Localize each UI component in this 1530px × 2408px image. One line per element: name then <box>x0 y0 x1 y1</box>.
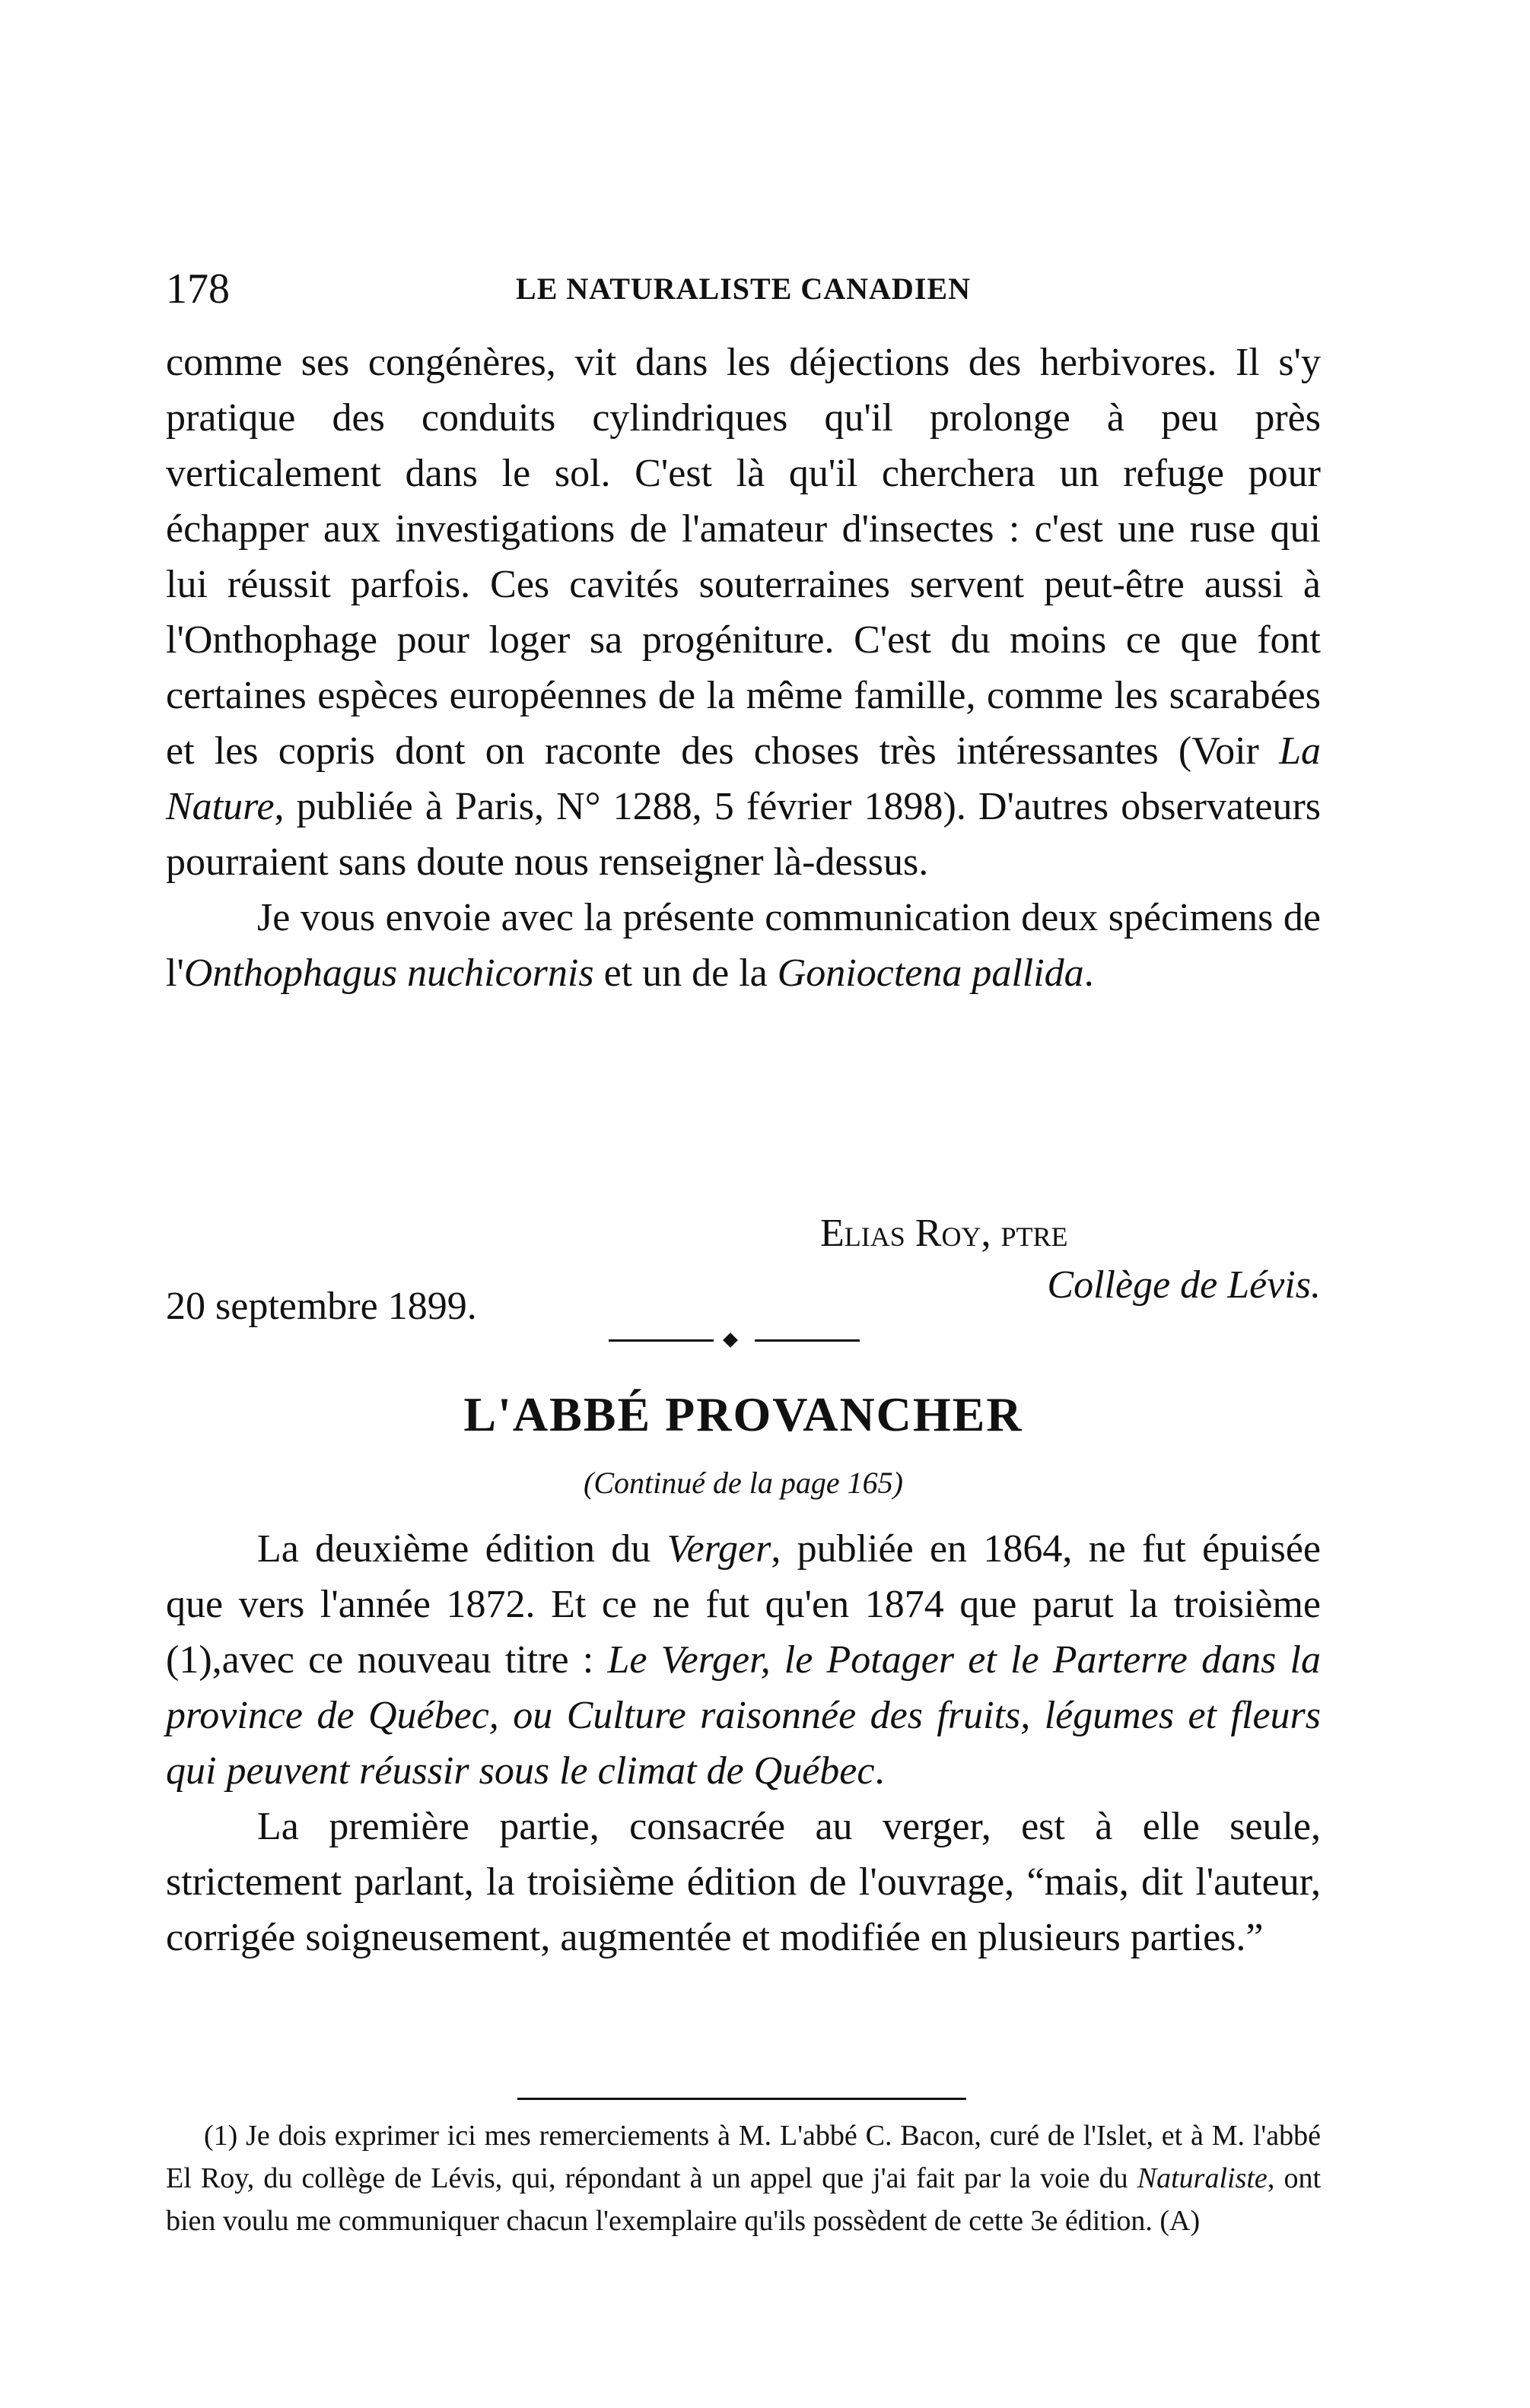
species-name: Onthophagus nuchicornis <box>183 951 594 995</box>
letter-date: 20 septembre 1899. <box>166 1285 477 1328</box>
journal-name: Naturaliste <box>1137 2162 1268 2194</box>
letter-body <box>166 335 1321 1001</box>
footnote: (1) Je dois exprimer ici mes remerciements à M. L'abbé C. Bacon, curé de l'Islet, et à M. l'abbé El Roy, du collège de Lévis, qui, répondant à un appel que j'ai fait par la voie du Naturaliste, ont bien voulu me communiquer chacun l'exemplaire qu'ils possèdent de cette 3e édition. (A) <box>166 2120 1321 2237</box>
letter-paragraph-2: Je vous envoie avec la présente communication deux spécimens de l'Onthophagus nuchicornis et un de la Gonioctena pallida. <box>166 896 1321 995</box>
signature-name: Elias Roy, ptre <box>820 1212 1068 1255</box>
page-header <box>166 262 1321 316</box>
species-name: Gonioctena pallida <box>777 951 1084 995</box>
letter-signature <box>166 1208 1321 1333</box>
section-title: L'ABBÉ PROVANCHER <box>463 1387 1023 1441</box>
section-paragraph-1: La deuxième édition du Verger, publiée en 1864, ne fut épuisée que vers l'année 1872. Et ce ne fut qu'en 1874 que parut la troisième (1),avec ce nouveau titre : Le Verger, le Potager et le Parterre dans la province de Québec, ou Culture raisonnée des fruits, légumes et fleurs qui peuvent réussir sous le climat de Québec. <box>166 1527 1322 1793</box>
section-paragraph-2: La première partie, consacrée au verger, est à elle seule, strictement parlant, la troisième édition de l'ouvrage, “mais, dit l'auteur, corrigée soigneusement, augmentée et modifiée en plusieurs parties.” <box>166 1805 1321 1959</box>
book-title: Verger <box>666 1527 771 1571</box>
continued-note: (Continué de la page 165) <box>584 1466 903 1500</box>
divider-rule <box>755 1339 860 1342</box>
divider-diamond <box>723 1333 738 1348</box>
signature-place: Collège de Lévis. <box>1047 1263 1321 1307</box>
book-full-title: Le Verger, le Potager et le Parterre dans la province de Québec, ou Culture raisonnée des fruits, légumes et fleurs qui peuvent réussir sous le climat de Québec <box>166 1638 1321 1793</box>
footnote-separator <box>517 2098 966 2100</box>
section-divider-ornament <box>609 1333 860 1348</box>
running-title: LE NATURALISTE CANADIEN <box>516 272 971 306</box>
letter-paragraph-1: comme ses congénères, vit dans les déjections des herbivores. Il s'y pratique des conduits cylindriques qu'il prolonge à peu près verticalement dans le sol. C'est là qu'il cherchera un refuge pour échapper aux investigations de l'amateur d'insectes : c'est une ruse qui lui réussit parfois. Ces cavités souterraines servent peut-être aussi à l'Onthophage pour loger sa progéniture. C'est du moins ce que font certaines espèces européennes de la même famille, comme les scarabées et les copris dont on raconte des choses très intéressantes (Voir La Nature, publiée à Paris, N° 1288, 5 février 1898). D'autres observateurs pourraient sans doute nous renseigner là-dessus. <box>166 341 1321 884</box>
divider-rule <box>609 1339 714 1342</box>
journal-title: La Nature <box>166 729 1321 828</box>
section-body <box>166 1521 1321 1965</box>
page-number: 178 <box>166 265 230 313</box>
